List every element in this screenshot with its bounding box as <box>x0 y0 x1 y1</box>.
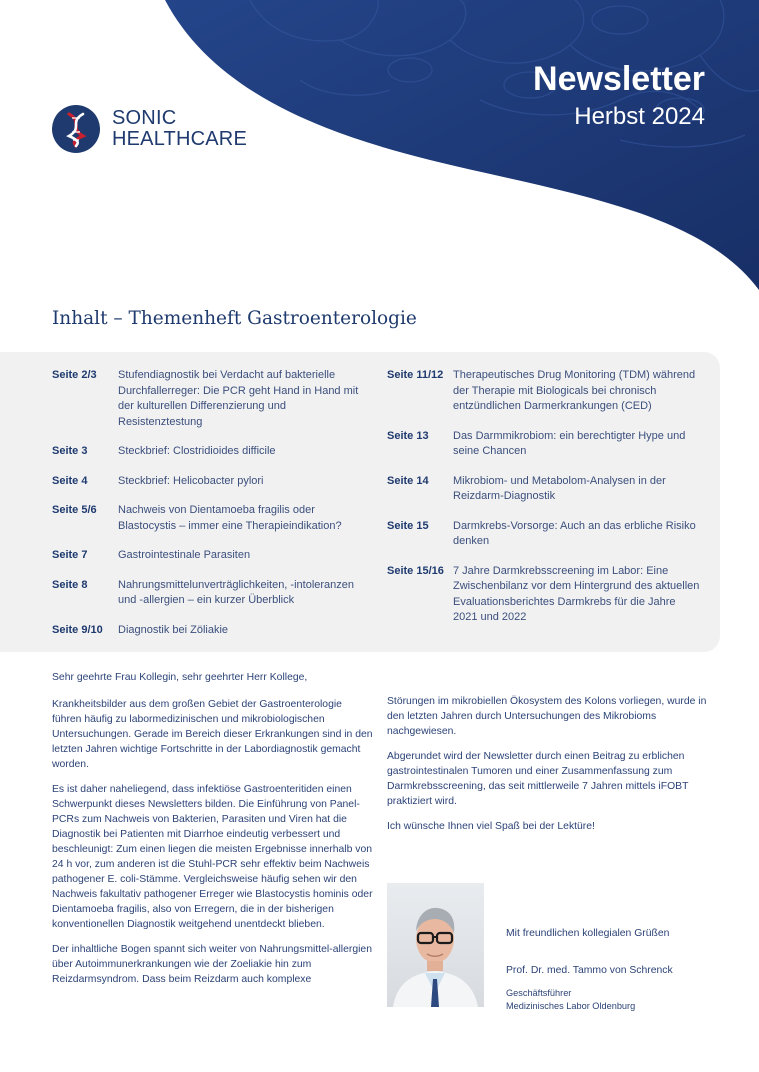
toc-item[interactable] <box>52 548 372 564</box>
toc-page-ref: Seite 11/12 <box>387 369 444 381</box>
brand-name <box>112 108 247 150</box>
toc-title: Stufendiagnostik bei Verdacht auf bakterielle Durchfallerreger: Die PCR geht Hand in Hand mit der kulturellen Differenzierung und Resistenztestung <box>118 369 359 428</box>
toc-title: 7 Jahre Darmkrebsscreening im Labor: Eine Zwischenbilanz vor dem Hintergrund des aktuellen Evaluationsberichtes Darmkrebs für die Jahre 2021 und 2022 <box>453 564 700 623</box>
letter-greeting: Sehr geehrte Frau Kollegin, sehr geehrter Herr Kollege, <box>52 672 308 683</box>
toc-item[interactable] <box>52 623 372 639</box>
toc-title: Das Darmmikrobiom: ein berechtigter Hype und seine Chancen <box>453 429 686 457</box>
letter-paragraph: Krankheitsbilder aus dem großen Gebiet der Gastroenterologie führen häufig zu labormedizinischen und mikrobiologischen Untersuchungen. Gerade im Bereich dieser Erkrankungen sind in den letzten Jahren wichtige Fortschritte in der Labordiagnostik gemacht worden. <box>52 699 373 770</box>
toc-title: Darmkrebs-Vorsorge: Auch an das erbliche Risiko denken <box>453 519 696 547</box>
toc-item[interactable] <box>387 474 702 505</box>
brand-name-line1: SONIC <box>112 107 177 129</box>
toc-page-ref: Seite 14 <box>387 474 429 487</box>
toc-column-right <box>387 368 702 640</box>
toc-title: Steckbrief: Clostridioides difficile <box>118 445 276 457</box>
toc-page-ref: Seite 9/10 <box>52 623 103 636</box>
toc-item[interactable] <box>387 519 702 550</box>
toc-title: Nachweis von Dientamoeba fragilis oder Blastocystis – immer eine Therapieindikation? <box>118 504 342 532</box>
author-portrait <box>387 883 484 1007</box>
toc-page-ref: Seite 2/3 <box>52 369 97 381</box>
letter-paragraph: Abgerundet wird der Newsletter durch einen Beitrag zu erblichen gastrointestinalen Tumoren und einer Zusammenfassung zum Darmkrebsscreening, das seit mittlerweile 7 Jahren mittels iFOBT praktiziert wird. <box>387 751 689 807</box>
toc-page-ref: Seite 5/6 <box>52 504 97 516</box>
newsletter-subtitle: Herbst 2024 <box>574 103 705 130</box>
toc-title: Steckbrief: Helicobacter pylori <box>118 474 264 487</box>
sonic-healthcare-logo <box>52 105 247 153</box>
toc-page-ref: Seite 15 <box>387 519 429 532</box>
letter-paragraph: Der inhaltliche Bogen spannt sich weiter von Nahrungsmittel-allergien über Autoimmunerkrankungen wie der Zoeliakie hin zum Reizdarmsyndrom. Dass beim Reizdarm auch komplexe <box>52 944 372 985</box>
toc-title: Mikrobiom- und Metabolom-Analysen in der Reizdarm-Diagnostik <box>453 474 666 502</box>
toc-title: Nahrungsmittelunverträglichkeiten, -intoleranzen und -allergien – ein kurzer Überblick <box>118 578 355 606</box>
toc-page-ref: Seite 15/16 <box>387 564 444 577</box>
toc-title: Therapeutisches Drug Monitoring (TDM) während der Therapie mit Biologicals bei chronisch entzündlichen Darmerkrankungen (CED) <box>453 369 696 412</box>
letter-paragraph: Störungen im mikrobiellen Ökosystem des Kolons vorliegen, wurde in den letzten Jahren durch Untersuchungen des Mikrobioms nachgewiesen. <box>387 696 707 737</box>
toc-title: Diagnostik bei Zöliakie <box>118 623 229 636</box>
signer-role: Geschäftsführer <box>506 988 572 998</box>
toc-heading: Inhalt – Themenheft Gastroenterologie <box>52 308 417 329</box>
dna-helix-icon <box>52 105 100 153</box>
letter-paragraph: Ich wünsche Ihnen viel Spaß bei der Lektüre! <box>387 821 595 832</box>
brand-name-line2: HEALTHCARE <box>112 128 247 150</box>
toc-item[interactable] <box>52 444 372 460</box>
toc-item[interactable] <box>52 474 372 490</box>
letter-column-right <box>387 694 709 844</box>
toc-page-ref: Seite 8 <box>52 578 88 591</box>
toc-column-left <box>52 368 372 652</box>
toc-item[interactable] <box>387 564 702 626</box>
toc-item[interactable] <box>52 368 372 430</box>
toc-item[interactable] <box>52 578 372 609</box>
toc-page-ref: Seite 4 <box>52 474 88 487</box>
letter-column-left <box>52 670 374 997</box>
toc-title: Gastrointestinale Parasiten <box>118 549 251 561</box>
newsletter-title: Newsletter <box>533 60 705 98</box>
toc-item[interactable] <box>52 503 372 534</box>
toc-item[interactable] <box>387 368 702 415</box>
toc-page-ref: Seite 7 <box>52 549 88 561</box>
signer-details <box>506 987 635 1012</box>
signer-name: Prof. Dr. med. Tammo von Schrenck <box>506 965 673 976</box>
toc-item[interactable] <box>387 429 702 460</box>
toc-page-ref: Seite 13 <box>387 429 429 442</box>
toc-page-ref: Seite 3 <box>52 445 88 457</box>
letter-closing: Mit freundlichen kollegialen Grüßen <box>506 928 670 939</box>
letter-paragraph: Es ist daher naheliegend, dass infektiöse Gastroenteritiden einen Schwerpunkt dieses Newsletters bilden. Die Einführung von Panel-PCRs zum Nachweis von Bakterien, Parasiten und Viren hat die Diagnostik bei Patienten mit Diarrhoe eindeutig verbessert und beschleunigt: Zum einen liegen die meisten Ergebnisse innerhalb von 24 h vor, zum anderen ist die Stuhl-PCR sehr effektiv beim Nachweis pathogener E. coli-Stämme. Vergleichsweise häufig sehen wir den Nachweis fakultativ pathogener Erreger wie Blastocystis hominis oder Dientamoeba fragilis, also von Erregern, die in der bisherigen konventionellen Diagnostik weitgehend unentdeckt blieben. <box>52 784 373 930</box>
signer-organization: Medizinisches Labor Oldenburg <box>506 1000 636 1011</box>
